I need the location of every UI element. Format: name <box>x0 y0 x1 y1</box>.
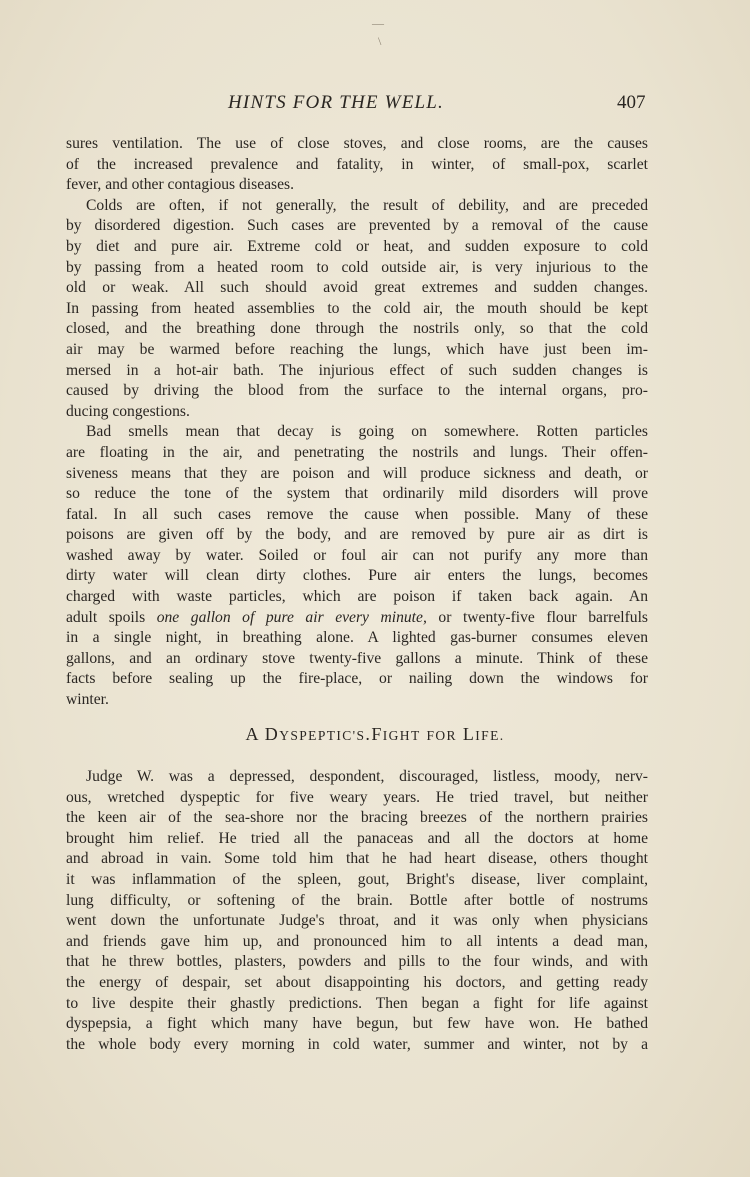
text-line-italic-phrase <box>66 608 648 629</box>
text-line: of the increased prevalence and fatality, in winter, of small-pox, scarlet <box>66 155 648 173</box>
text-line: dyspepsia, a fight which many have begun, but few have won. He bathed <box>66 1015 648 1033</box>
page-number: 407 <box>617 92 646 113</box>
text-line: closed, and the breathing done through the nostrils only, so that the cold <box>66 320 648 338</box>
text-line: went down the unfortunate Judge's throat, and it was only when physicians <box>66 912 648 930</box>
text-line: In passing from heated assemblies to the cold air, the mouth should be kept <box>66 299 648 317</box>
heading-part: L <box>462 724 476 744</box>
text-line: are floating in the air, and penetrating the nostrils and lungs. Their offen- <box>66 443 648 461</box>
heading-part: FOR <box>426 728 457 743</box>
text-line: and abroad in vain. Some told him that he had heart disease, others thought <box>66 850 648 868</box>
text-line: siveness means that they are poison and will produce sickness and death, or <box>66 464 648 482</box>
text-line: that he threw bottles, plasters, powders and pills to the four winds, and with <box>66 953 648 971</box>
heading-part: YSPEPTIC'S <box>279 728 366 743</box>
text-line: dirty water will clean dirty clothes. Pure air enters the lungs, becomes <box>66 567 648 585</box>
text-block-dyspeptic <box>66 767 648 1055</box>
text-line: the keen air of the sea-shore nor the bracing breezes of the northern prairies <box>66 809 648 827</box>
text-line: charged with waste particles, which are poison if taken back again. An <box>66 588 648 606</box>
text-line: sures ventilation. The use of close stoves, and close rooms, are the causes <box>66 135 648 152</box>
text-line: fever, and other contagious diseases. <box>66 176 295 194</box>
text-line: poisons are given off by the body, and are removed by pure air as dirt is <box>66 526 648 544</box>
text-line: the energy of despair, set about disappointing his doctors, and getting ready <box>66 973 648 991</box>
heading-part: D <box>264 724 280 744</box>
heading-part: A <box>245 724 259 744</box>
heading-part: IFE. <box>475 728 505 743</box>
text-line: Bad smells mean that decay is going on somewhere. Rotten particles <box>86 423 648 441</box>
text-line: Colds are often, if not generally, the result of debility, and are preceded <box>86 196 648 214</box>
page-header <box>0 92 750 118</box>
text-line: gallons, and an ordinary stove twenty-five gallons a minute. Think of these <box>66 649 648 667</box>
running-title: HINTS FOR THE WELL. <box>228 92 444 113</box>
text-line: lung difficulty, or softening of the brain. Bottle after bottle of nostrums <box>66 891 648 909</box>
text-line: fatal. In all such cases remove the cause when possible. Many of these <box>66 505 648 523</box>
heading-separator: . <box>365 724 372 744</box>
top-margin-mark: — <box>372 16 384 30</box>
text-line: facts before sealing up the fire-place, or nailing down the windows for <box>66 670 648 688</box>
top-margin-tick: \ <box>378 34 382 48</box>
text-line: by disordered digestion. Such cases are prevented by a removal of the cause <box>66 217 648 235</box>
text-line: washed away by water. Soiled or foul air can not purify any more than <box>66 546 648 564</box>
text-line: to live despite their ghastly predictions. Then began a fight for life against <box>66 994 648 1012</box>
text-line: old or weak. All such should avoid great extremes and sudden changes. <box>66 279 648 297</box>
text-line: it was inflammation of the spleen, gout, Bright's disease, liver complaint, <box>66 870 648 888</box>
text-block-ventilation <box>66 134 648 711</box>
text-line: so reduce the tone of the system that ordinarily mild disorders will prove <box>66 485 648 503</box>
text-line: brought him relief. He tried all the panaceas and all the doctors at home <box>66 829 648 847</box>
heading-part: IGHT <box>382 728 421 743</box>
text-line: by diet and pure air. Extreme cold or heat, and sudden exposure to cold <box>66 237 648 255</box>
section-heading <box>0 724 750 745</box>
heading-part: F <box>371 724 383 744</box>
text-line: ducing congestions. <box>66 402 190 420</box>
text-line: ous, wretched dyspeptic for five weary years. He tried travel, but neither <box>66 788 648 806</box>
text-span: or twenty-five flour barrelfuls <box>426 608 649 626</box>
text-line: the whole body every morning in cold water, summer and winter, not by a <box>66 1035 648 1053</box>
text-line: and friends gave him up, and pronounced him to all intents a dead man, <box>66 932 648 950</box>
text-span: adult spoils <box>66 608 157 626</box>
italic-phrase: one gallon of pure air every minute, <box>156 608 427 626</box>
text-line: by passing from a heated room to cold outside air, is very injurious to the <box>66 258 648 276</box>
text-line: Judge W. was a depressed, despondent, discouraged, listless, moody, nerv- <box>86 768 648 785</box>
text-line: mersed in a hot-air bath. The injurious effect of such sudden changes is <box>66 361 648 379</box>
text-line: air may be warmed before reaching the lungs, which have just been im- <box>66 340 648 358</box>
text-line: in a single night, in breathing alone. A lighted gas-burner consumes eleven <box>66 629 648 647</box>
text-line: winter. <box>66 691 109 709</box>
text-line: caused by driving the blood from the surface to the internal organs, pro- <box>66 382 648 400</box>
